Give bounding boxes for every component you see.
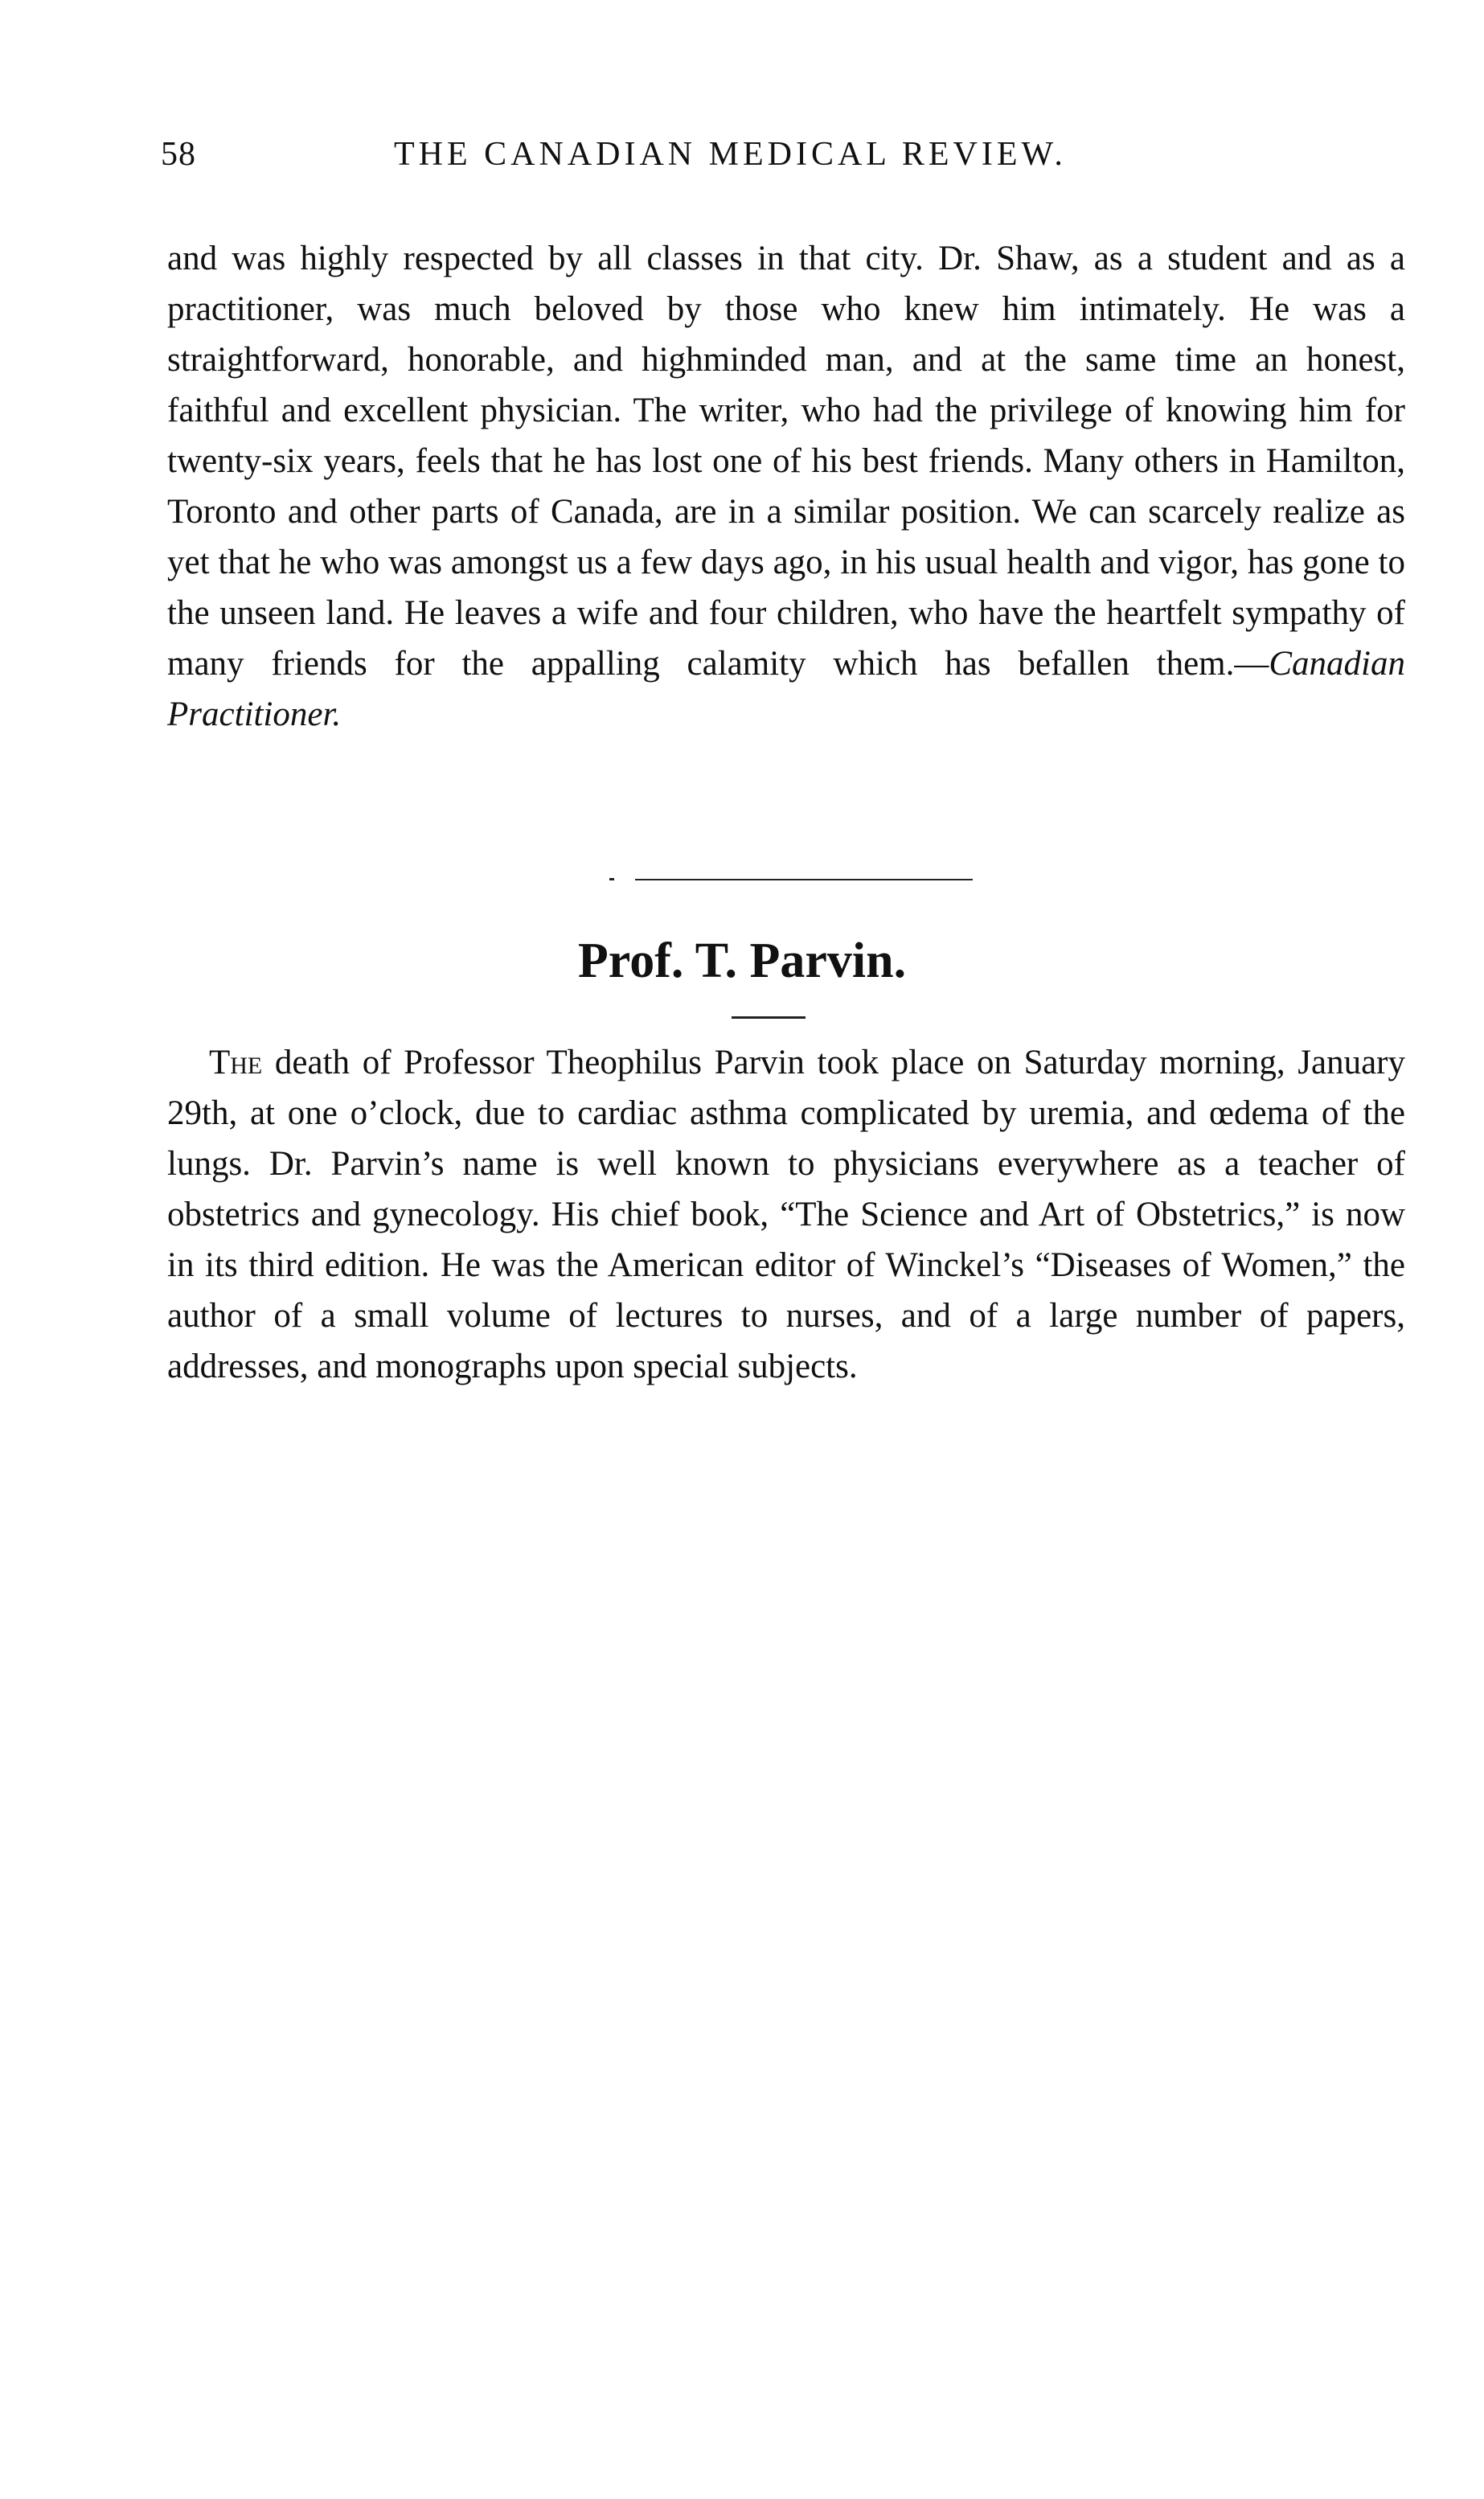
page-number: 58 xyxy=(161,136,196,173)
obituary-text: and was highly respected by all classes in that city. Dr. Shaw, as a student and as a practitioner, was much beloved by those who knew him intimately. He was a straightforward, honorable, and highminded man, and at the same time an honest, faithful and excellent physician. The writer, who had the privilege of knowing him for twenty-six years, feels that he has lost one of his best friends. Many others in Hamilton, Toronto and other parts of Canada, are in a similar position. We can scarcely realize as yet that he who was amongst us a few days ago, in his usual health and vigor, has gone to the unseen land. He leaves a wife and four children, who have the heartfelt sympathy of many friends for the appalling calamity which has befallen them.— xyxy=(167,240,1405,683)
section-divider xyxy=(635,879,973,880)
article-body: death of Professor Theophilus Parvin took place on Saturday morning, January 29th, at one o’clock, due to cardiac asthma complicated by uremia, and œdema of the lungs. Dr. Parvin’s name is well known to physicians everywhere as a teacher of obstetrics and gynecology. His chief book, “The Science and Art of Obstetrics,” is now in its third edition. He was the American editor of Winckel’s “Diseases of Women,” the author of a small volume of lectures to nurses, and of a large number of papers, addresses, and monographs upon special subjects. xyxy=(167,1044,1405,1385)
running-head xyxy=(161,135,1415,191)
obituary-paragraph xyxy=(167,233,1405,740)
article-heading: Prof. T. Parvin. xyxy=(577,934,907,988)
divider-dot xyxy=(609,878,614,880)
journal-title: THE CANADIAN MEDICAL REVIEW. xyxy=(394,136,1067,173)
heading-rule xyxy=(732,1016,806,1019)
source-citation: Canadian Practitioner. xyxy=(167,645,1405,733)
lead-word: The xyxy=(209,1044,263,1081)
obituary-continuation xyxy=(167,233,1405,740)
article-paragraph xyxy=(167,1037,1405,1392)
parvin-article xyxy=(167,1037,1405,1392)
